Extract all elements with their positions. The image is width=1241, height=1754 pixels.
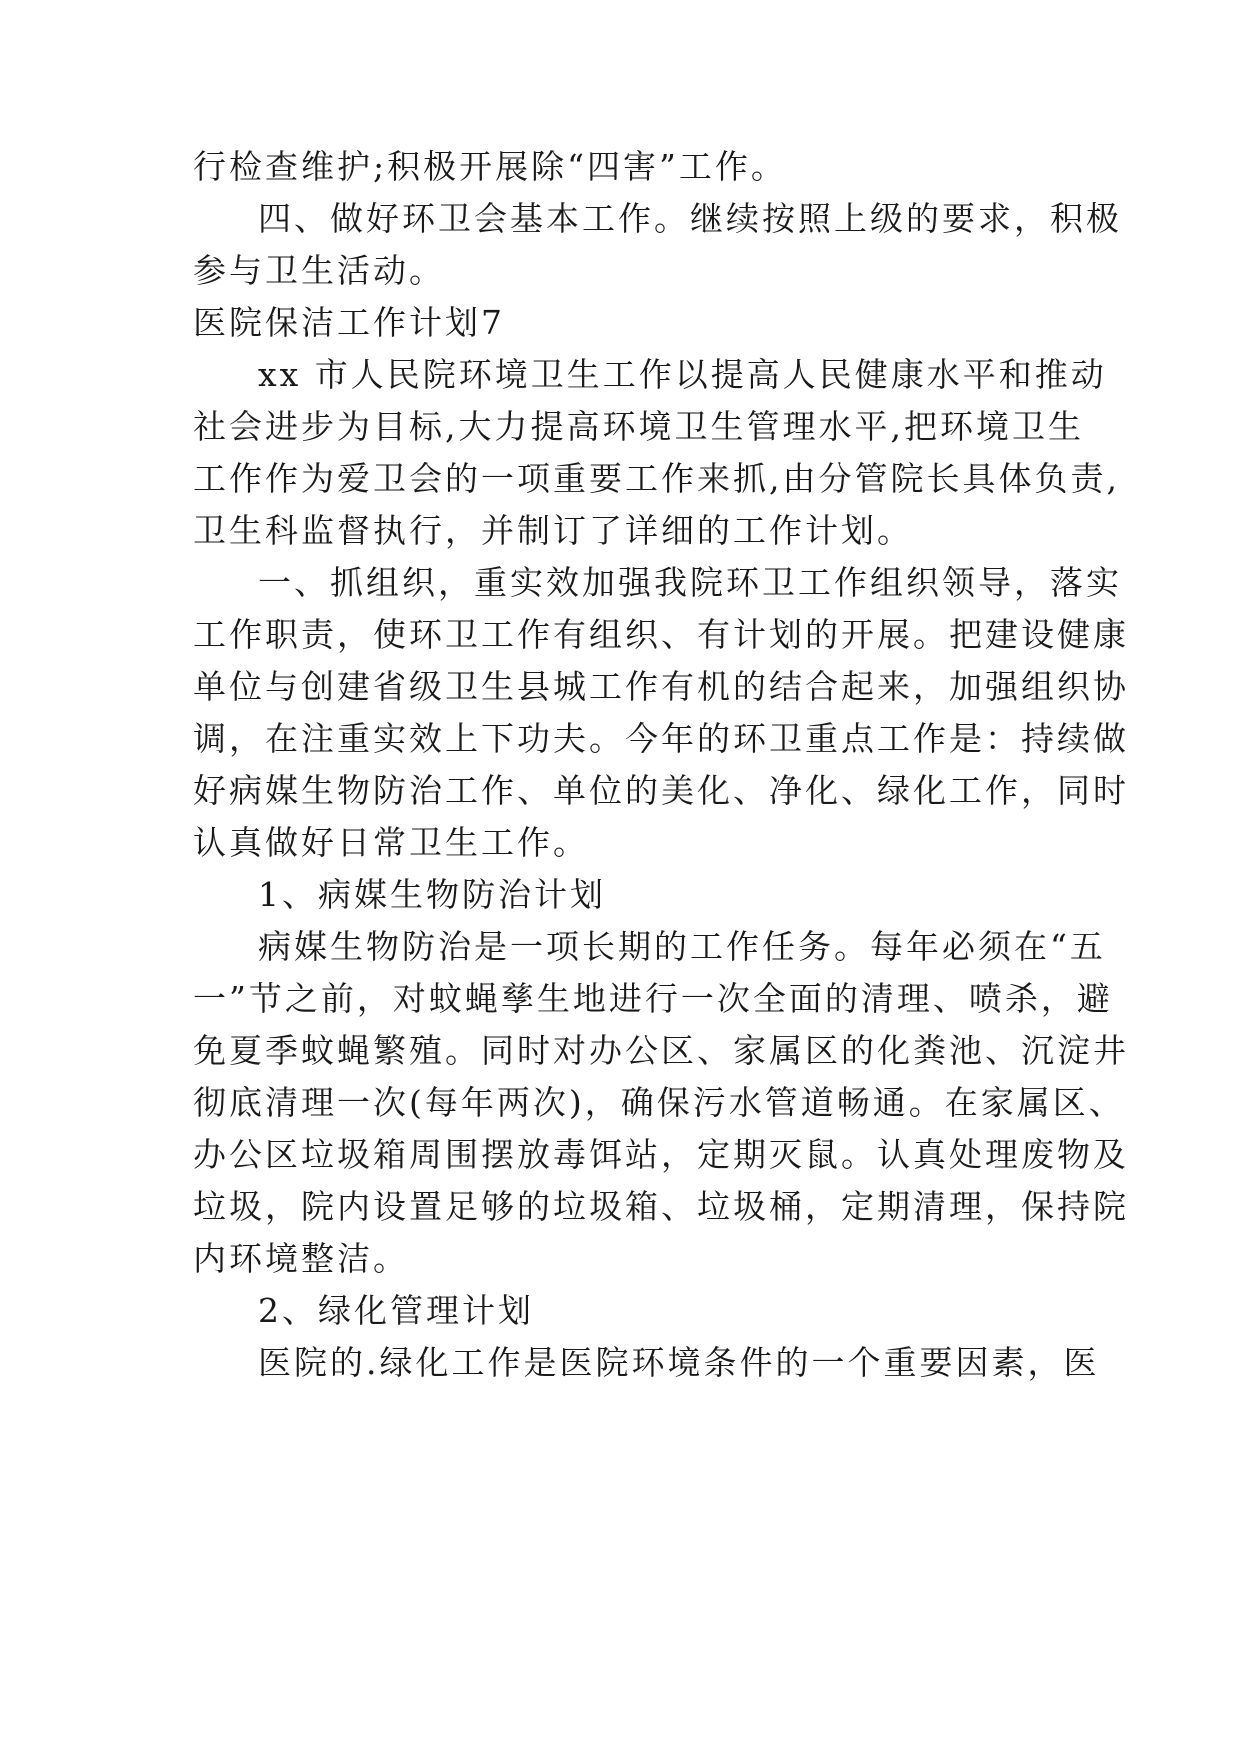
text-line-13: 好病媒生物防治工作、单位的美化、净化、绿化工作，同时: [193, 771, 1129, 810]
text-line-18: 免夏季蚊蝇繁殖。同时对办公区、家属区的化粪池、沉淀井: [193, 1031, 1129, 1070]
text-line-22: 内环境整洁。: [193, 1239, 409, 1278]
text-line-5: xx 市人民院环境卫生工作以提高人民健康水平和推动: [258, 355, 1107, 394]
section-title: 医院保洁工作计划7: [193, 303, 505, 342]
text-line-16: 病媒生物防治是一项长期的工作任务。每年必须在“五: [258, 927, 1106, 966]
text-line-2: 四、做好环卫会基本工作。继续按照上级的要求，积极: [258, 199, 1122, 238]
text-line-12: 调，在注重实效上下功夫。今年的环卫重点工作是：持续做: [193, 719, 1129, 758]
text-line-21: 垃圾，院内设置足够的垃圾箱、垃圾桶，定期清理，保持院: [193, 1187, 1129, 1226]
text-line-11: 单位与创建省级卫生县城工作有机的结合起来，加强组织协: [193, 667, 1129, 706]
text-line-9: 一、抓组织，重实效加强我院环卫工作组织领导，落实: [258, 563, 1122, 602]
text-line-20: 办公区垃圾箱周围摆放毒饵站，定期灭鼠。认真处理废物及: [193, 1135, 1129, 1174]
text-line-1: 行检查维护;积极开展除“四害”工作。: [193, 147, 787, 186]
text-line-3: 参与卫生活动。: [193, 251, 445, 290]
text-line-19: 彻底清理一次(每年两次)，确保污水管道畅通。在家属区、: [193, 1083, 1125, 1122]
text-line-6: 社会进步为目标,大力提高环境卫生管理水平,把环境卫生: [193, 407, 1084, 446]
subheading-1: 1、病媒生物防治计划: [258, 875, 606, 914]
text-line-24: 医院的.绿化工作是医院环境条件的一个重要因素，医: [258, 1343, 1100, 1382]
text-line-14: 认真做好日常卫生工作。: [193, 823, 589, 862]
text-line-7: 工作作为爱卫会的一项重要工作来抓,由分管院长具体负责,: [193, 459, 1120, 498]
text-line-17: 一”节之前，对蚊蝇孳生地进行一次全面的清理、喷杀，避: [193, 979, 1113, 1018]
text-line-10: 工作职责，使环卫工作有组织、有计划的开展。把建设健康: [193, 615, 1129, 654]
text-line-8: 卫生科监督执行，并制订了详细的工作计划。: [193, 511, 913, 550]
subheading-2: 2、绿化管理计划: [258, 1291, 534, 1330]
